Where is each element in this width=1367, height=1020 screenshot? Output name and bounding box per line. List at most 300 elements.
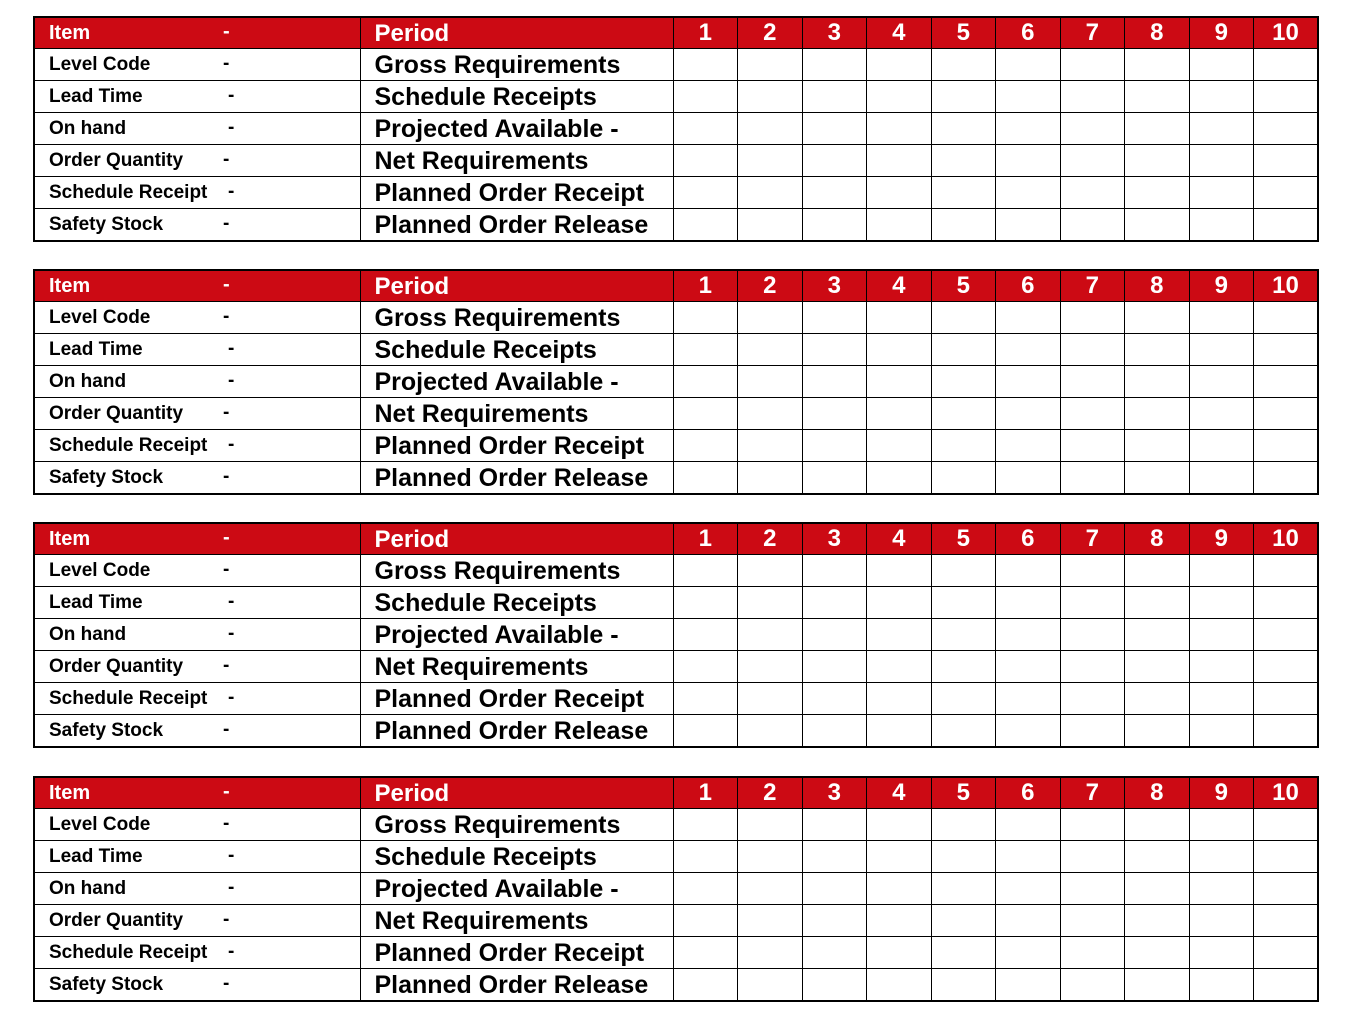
period-value-cell[interactable] [867,334,932,366]
period-value-cell[interactable] [738,49,803,81]
period-value-cell[interactable] [1060,145,1125,177]
parameter-label: Safety Stock [49,213,164,235]
record-label: Gross Requirements [360,302,673,334]
period-value-cell[interactable] [1189,555,1254,587]
period-value-cell[interactable] [1060,969,1125,1002]
period-value-cell[interactable] [931,49,996,81]
parameter-cell [34,398,360,430]
period-value-cell[interactable] [802,555,867,587]
period-value-cell[interactable] [1254,873,1319,905]
period-value-cell[interactable] [867,398,932,430]
period-value-cell[interactable] [738,587,803,619]
period-value-cell[interactable] [1060,937,1125,969]
parameter-value: - [223,972,230,994]
period-value-cell[interactable] [867,715,932,748]
period-value-cell[interactable] [1254,555,1319,587]
period-value-cell[interactable] [931,555,996,587]
period-number: 4 [867,270,932,302]
period-value-cell[interactable] [931,587,996,619]
period-value-cell[interactable] [1254,587,1319,619]
period-value-cell[interactable] [1125,841,1190,873]
period-value-cell[interactable] [738,905,803,937]
period-value-cell[interactable] [931,841,996,873]
period-value-cell[interactable] [738,334,803,366]
period-value-cell[interactable] [1060,555,1125,587]
period-value-cell[interactable] [867,587,932,619]
period-value-cell[interactable] [673,937,738,969]
period-value-cell[interactable] [1189,651,1254,683]
period-value-cell[interactable] [996,809,1061,841]
period-value-cell[interactable] [867,366,932,398]
period-value-cell[interactable] [931,873,996,905]
period-number: 1 [673,777,738,809]
period-value-cell[interactable] [738,177,803,209]
period-value-cell[interactable] [1189,683,1254,715]
period-value-cell[interactable] [867,49,932,81]
period-value-cell[interactable] [802,145,867,177]
period-value-cell[interactable] [867,145,932,177]
parameter-label: On hand [49,117,127,139]
period-value-cell[interactable] [1189,398,1254,430]
period-value-cell[interactable] [1254,683,1319,715]
period-value-cell[interactable] [738,302,803,334]
period-number: 3 [802,17,867,49]
period-value-cell[interactable] [1189,81,1254,113]
period-value-cell[interactable] [738,937,803,969]
period-value-cell[interactable] [802,841,867,873]
parameter-cell [34,937,360,969]
period-value-cell[interactable] [931,809,996,841]
period-value-cell[interactable] [931,113,996,145]
parameter-label: On hand [49,623,127,645]
period-value-cell[interactable] [802,651,867,683]
period-value-cell[interactable] [1189,841,1254,873]
period-value-cell[interactable] [1060,841,1125,873]
period-value-cell[interactable] [738,841,803,873]
period-value-cell[interactable] [1060,430,1125,462]
period-value-cell[interactable] [1060,683,1125,715]
period-value-cell[interactable] [673,555,738,587]
period-value-cell[interactable] [1060,49,1125,81]
period-value-cell[interactable] [996,209,1061,242]
period-value-cell[interactable] [1254,715,1319,748]
period-value-cell[interactable] [867,873,932,905]
record-label: Planned Order Receipt [360,937,673,969]
period-value-cell[interactable] [996,462,1061,495]
table-row [34,651,1318,683]
period-value-cell[interactable] [996,430,1061,462]
period-value-cell[interactable] [1254,398,1319,430]
table-row [34,177,1318,209]
period-number: 9 [1189,17,1254,49]
period-value-cell[interactable] [1189,302,1254,334]
period-number: 5 [931,777,996,809]
period-value-cell[interactable] [802,430,867,462]
period-value-cell[interactable] [1125,587,1190,619]
period-value-cell[interactable] [738,462,803,495]
period-value-cell[interactable] [867,555,932,587]
period-value-cell[interactable] [1125,177,1190,209]
period-value-cell[interactable] [738,366,803,398]
period-value-cell[interactable] [1189,49,1254,81]
period-value-cell[interactable] [1189,334,1254,366]
period-value-cell[interactable] [1125,715,1190,748]
period-value-cell[interactable] [673,651,738,683]
period-value-cell[interactable] [996,873,1061,905]
period-value-cell[interactable] [1060,398,1125,430]
period-value-cell[interactable] [673,619,738,651]
period-value-cell[interactable] [867,905,932,937]
period-value-cell[interactable] [1125,81,1190,113]
period-value-cell[interactable] [802,113,867,145]
period-value-cell[interactable] [802,302,867,334]
period-value-cell[interactable] [1254,209,1319,242]
item-label: Item [49,527,91,550]
period-value-cell[interactable] [1254,302,1319,334]
period-value-cell[interactable] [802,462,867,495]
period-value-cell[interactable] [996,937,1061,969]
period-value-cell[interactable] [1189,462,1254,495]
period-number: 10 [1254,270,1319,302]
period-value-cell[interactable] [1060,619,1125,651]
period-value-cell[interactable] [1189,366,1254,398]
period-value-cell[interactable] [673,587,738,619]
parameter-cell [34,177,360,209]
period-value-cell[interactable] [1060,587,1125,619]
period-value-cell[interactable] [867,937,932,969]
period-value-cell[interactable] [931,619,996,651]
period-value-cell[interactable] [673,113,738,145]
period-value-cell[interactable] [738,651,803,683]
period-value-cell[interactable] [1060,809,1125,841]
period-value-cell[interactable] [867,430,932,462]
period-value-cell[interactable] [673,49,738,81]
period-value-cell[interactable] [1060,81,1125,113]
period-value-cell[interactable] [996,113,1061,145]
table-row [34,905,1318,937]
period-value-cell[interactable] [673,683,738,715]
parameter-cell [34,334,360,366]
parameter-label: Order Quantity [49,149,184,171]
period-value-cell[interactable] [996,841,1061,873]
parameter-label: Lead Time [49,591,143,613]
period-value-cell[interactable] [1060,302,1125,334]
period-value-cell[interactable] [673,334,738,366]
period-value-cell[interactable] [931,334,996,366]
period-number: 5 [931,270,996,302]
parameter-value: - [223,558,230,580]
period-number: 8 [1125,270,1190,302]
period-value-cell[interactable] [1125,873,1190,905]
period-value-cell[interactable] [802,809,867,841]
parameter-label: Safety Stock [49,973,164,995]
period-value-cell[interactable] [1125,619,1190,651]
period-value-cell[interactable] [867,683,932,715]
period-value-cell[interactable] [1060,715,1125,748]
parameter-value: - [228,369,235,391]
period-value-cell[interactable] [1254,809,1319,841]
parameter-cell [34,841,360,873]
period-value-cell[interactable] [1125,334,1190,366]
period-value-cell[interactable] [802,683,867,715]
parameter-cell [34,619,360,651]
period-value-cell[interactable] [931,937,996,969]
period-value-cell[interactable] [931,462,996,495]
parameter-value: - [228,844,235,866]
period-value-cell[interactable] [673,81,738,113]
period-value-cell[interactable] [1189,177,1254,209]
period-value-cell[interactable] [802,969,867,1002]
table-row [34,683,1318,715]
period-value-cell[interactable] [1254,462,1319,495]
period-value-cell[interactable] [931,209,996,242]
period-value-cell[interactable] [931,398,996,430]
period-value-cell[interactable] [1189,619,1254,651]
period-value-cell[interactable] [931,366,996,398]
period-value-cell[interactable] [996,302,1061,334]
period-value-cell[interactable] [802,177,867,209]
period-value-cell[interactable] [867,969,932,1002]
parameter-value: - [228,433,235,455]
record-label: Projected Available - [360,619,673,651]
period-value-cell[interactable] [1189,873,1254,905]
period-value-cell[interactable] [996,715,1061,748]
period-value-cell[interactable] [1254,619,1319,651]
period-value-cell[interactable] [1125,937,1190,969]
period-value-cell[interactable] [1060,113,1125,145]
period-value-cell[interactable] [1060,651,1125,683]
period-value-cell[interactable] [673,809,738,841]
period-value-cell[interactable] [1060,873,1125,905]
period-value-cell[interactable] [802,619,867,651]
parameter-label: Level Code [49,53,151,75]
period-value-cell[interactable] [1125,49,1190,81]
period-value-cell[interactable] [673,430,738,462]
period-value-cell[interactable] [867,841,932,873]
period-value-cell[interactable] [996,145,1061,177]
period-value-cell[interactable] [1125,809,1190,841]
record-label: Schedule Receipts [360,587,673,619]
period-value-cell[interactable] [996,555,1061,587]
period-value-cell[interactable] [931,905,996,937]
period-value-cell[interactable] [738,969,803,1002]
period-value-cell[interactable] [673,145,738,177]
period-value-cell[interactable] [931,302,996,334]
item-value: - [223,526,230,549]
period-value-cell[interactable] [996,81,1061,113]
period-value-cell[interactable] [867,113,932,145]
item-label: Item [49,21,91,44]
period-value-cell[interactable] [1254,841,1319,873]
period-value-cell[interactable] [996,651,1061,683]
mrp-table [33,16,1319,242]
table-row [34,366,1318,398]
period-value-cell[interactable] [1125,366,1190,398]
table-row [34,587,1318,619]
period-value-cell[interactable] [738,81,803,113]
period-value-cell[interactable] [996,619,1061,651]
period-value-cell[interactable] [867,177,932,209]
period-value-cell[interactable] [1254,937,1319,969]
period-value-cell[interactable] [996,398,1061,430]
period-value-cell[interactable] [802,398,867,430]
period-value-cell[interactable] [738,398,803,430]
parameter-value: - [228,940,235,962]
period-value-cell[interactable] [1189,145,1254,177]
period-value-cell[interactable] [802,209,867,242]
parameter-cell [34,683,360,715]
record-label: Projected Available - [360,366,673,398]
period-value-cell[interactable] [673,366,738,398]
period-value-cell[interactable] [996,177,1061,209]
period-value-cell[interactable] [931,969,996,1002]
period-value-cell[interactable] [738,683,803,715]
period-value-cell[interactable] [931,145,996,177]
period-value-cell[interactable] [1060,366,1125,398]
period-value-cell[interactable] [996,366,1061,398]
parameter-cell [34,81,360,113]
period-value-cell[interactable] [673,209,738,242]
period-value-cell[interactable] [1189,969,1254,1002]
period-value-cell[interactable] [1125,302,1190,334]
period-value-cell[interactable] [931,683,996,715]
period-value-cell[interactable] [673,462,738,495]
item-label: Item [49,274,91,297]
period-number: 4 [867,777,932,809]
period-number: 2 [738,777,803,809]
period-value-cell[interactable] [673,715,738,748]
period-value-cell[interactable] [802,873,867,905]
period-value-cell[interactable] [1125,113,1190,145]
parameter-value: - [223,465,230,487]
period-value-cell[interactable] [673,873,738,905]
period-value-cell[interactable] [738,209,803,242]
period-value-cell[interactable] [738,715,803,748]
period-value-cell[interactable] [931,81,996,113]
period-value-cell[interactable] [738,873,803,905]
period-value-cell[interactable] [738,430,803,462]
parameter-cell [34,555,360,587]
period-value-cell[interactable] [802,334,867,366]
period-value-cell[interactable] [802,81,867,113]
period-value-cell[interactable] [1189,113,1254,145]
period-value-cell[interactable] [996,587,1061,619]
period-value-cell[interactable] [867,209,932,242]
period-value-cell[interactable] [931,430,996,462]
period-value-cell[interactable] [1125,145,1190,177]
period-value-cell[interactable] [1189,905,1254,937]
period-value-cell[interactable] [738,113,803,145]
table-row [34,334,1318,366]
period-value-cell[interactable] [802,587,867,619]
period-value-cell[interactable] [1125,905,1190,937]
period-value-cell[interactable] [1189,587,1254,619]
period-value-cell[interactable] [1125,555,1190,587]
parameter-label: Level Code [49,306,151,328]
period-value-cell[interactable] [802,937,867,969]
period-value-cell[interactable] [738,555,803,587]
item-header-cell [34,777,360,809]
period-value-cell[interactable] [1189,937,1254,969]
period-value-cell[interactable] [931,715,996,748]
period-value-cell[interactable] [802,366,867,398]
period-value-cell[interactable] [738,145,803,177]
period-value-cell[interactable] [1254,113,1319,145]
period-value-cell[interactable] [738,619,803,651]
period-value-cell[interactable] [996,969,1061,1002]
period-value-cell[interactable] [1254,969,1319,1002]
period-value-cell[interactable] [1254,651,1319,683]
period-value-cell[interactable] [1189,715,1254,748]
period-value-cell[interactable] [1189,430,1254,462]
table-row [34,49,1318,81]
period-value-cell[interactable] [867,302,932,334]
period-value-cell[interactable] [673,905,738,937]
period-number: 8 [1125,17,1190,49]
parameter-cell [34,969,360,1002]
period-value-cell[interactable] [1060,177,1125,209]
period-value-cell[interactable] [1060,334,1125,366]
period-value-cell[interactable] [1254,177,1319,209]
period-value-cell[interactable] [1060,905,1125,937]
period-value-cell[interactable] [738,809,803,841]
period-value-cell[interactable] [1254,49,1319,81]
period-value-cell[interactable] [1125,969,1190,1002]
period-value-cell[interactable] [673,969,738,1002]
period-value-cell[interactable] [673,302,738,334]
period-value-cell[interactable] [1060,462,1125,495]
period-value-cell[interactable] [1254,81,1319,113]
period-value-cell[interactable] [931,651,996,683]
period-value-cell[interactable] [996,49,1061,81]
period-value-cell[interactable] [996,683,1061,715]
period-value-cell[interactable] [1254,430,1319,462]
period-value-cell[interactable] [673,177,738,209]
parameter-value: - [228,337,235,359]
parameter-value: - [228,180,235,202]
period-value-cell[interactable] [931,177,996,209]
period-value-cell[interactable] [802,905,867,937]
period-value-cell[interactable] [996,905,1061,937]
period-value-cell[interactable] [802,49,867,81]
period-value-cell[interactable] [1125,462,1190,495]
period-value-cell[interactable] [1125,398,1190,430]
period-value-cell[interactable] [1125,430,1190,462]
period-value-cell[interactable] [867,619,932,651]
parameter-label: Lead Time [49,85,143,107]
period-value-cell[interactable] [1254,366,1319,398]
period-value-cell[interactable] [1189,809,1254,841]
period-value-cell[interactable] [1060,209,1125,242]
period-number: 2 [738,523,803,555]
period-value-cell[interactable] [1254,905,1319,937]
period-value-cell[interactable] [996,334,1061,366]
period-value-cell[interactable] [802,715,867,748]
period-value-cell[interactable] [673,841,738,873]
period-value-cell[interactable] [673,398,738,430]
period-value-cell[interactable] [1254,334,1319,366]
period-number: 7 [1060,523,1125,555]
period-value-cell[interactable] [867,462,932,495]
period-value-cell[interactable] [867,81,932,113]
period-value-cell[interactable] [1189,209,1254,242]
period-value-cell[interactable] [1125,209,1190,242]
period-value-cell[interactable] [867,809,932,841]
period-value-cell[interactable] [867,651,932,683]
period-value-cell[interactable] [1254,145,1319,177]
period-value-cell[interactable] [1125,683,1190,715]
period-value-cell[interactable] [1125,651,1190,683]
